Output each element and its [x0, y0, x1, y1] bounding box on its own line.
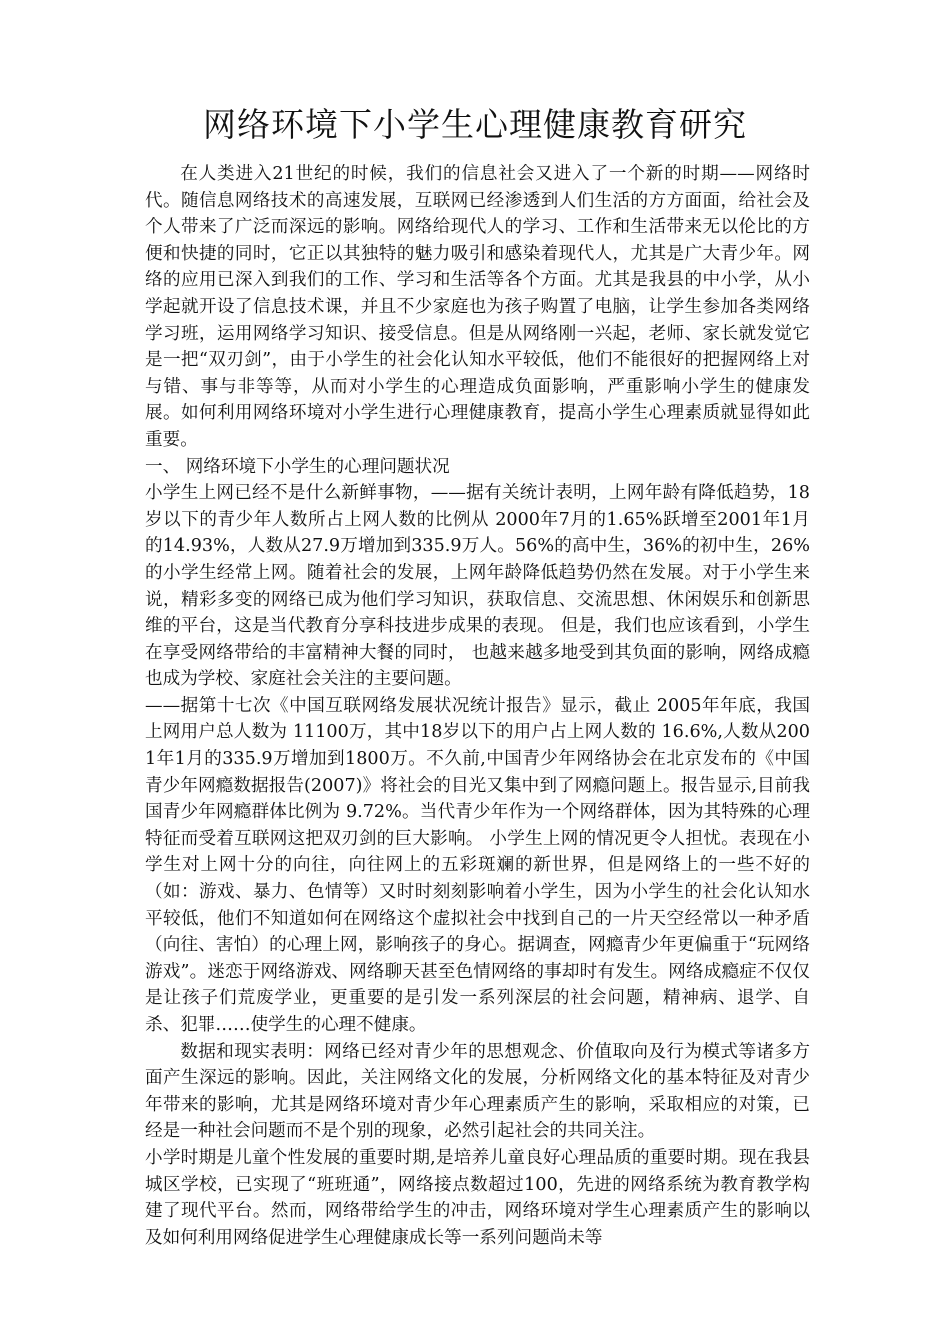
paragraph-statistics: 小学生上网已经不是什么新鲜事物，——据有关统计表明，上网年龄有降低趋势，18岁以下的青少年人数所占上网人数的比例从 2000年7月的1.65%跃增至2001年1月的14.93%，人数从27.9万增加到335.9万人。56%的高中生，36%的初中生，26%的小学生经常上网。随着社会的发展，上网年龄降低趋势仍然在发展。对于小学生来说，精彩多变的网络已成为他们学习知识，获取信息、交流思想、休闲娱乐和创新思维的平台，这是当代教育分享科技进步成果的表现。 但是，我们也应该看到，小学生在享受网络带给的丰富精神大餐的同时， 也越来越多地受到其负面的影响，网络成瘾也成为学校、家庭社会关注的主要问题。: [145, 483, 810, 690]
paragraph-data-reality: 数据和现实表明：网络已经对青少年的思想观念、价值取向及行为模式等诸多方面产生深远的影响。因此，关注网络文化的发展，分析网络文化的基本特征及对青少年带来的影响，尤其是网络环境对青少年心理素质产生的影响，采取相应的对策，已经是一种社会问题而不是个别的现象，必然引起社会的共同关注。: [145, 1041, 810, 1142]
paragraph-report: ——据第十七次《中国互联网络发展状况统计报告》显示，截止 2005年年底，我国上网用户总人数为 11100万，其中18岁以下的用户占上网人数的 16.6%,人数从2001年1月的335.9万增加到1800万。不久前,中国青少年网络协会在北京发布的《中国青少年网瘾数据报告(2007)》将社会的目光又集中到了网瘾问题上。报告显示,目前我国青少年网瘾群体比例为 9.72%。当代青少年作为一个网络群体，因为其特殊的心理特征而受着互联网这把双刃剑的巨大影响。 小学生上网的情况更令人担忧。表现在小学生对上网十分的向往，向往网上的五彩斑斓的新世界，但是网络上的一些不好的（如：游戏、暴力、色情等）又时时刻刻影响着小学生，因为小学生的社会化认知水平较低，他们不知道如何在网络这个虚拟社会中找到自己的一片天空经常以一种矛盾（向往、害怕）的心理上网，影响孩子的身心。据调查，网瘾青少年更偏重于“玩网络游戏”。迷恋于网络游戏、网络聊天甚至色情网络的事却时有发生。网络成瘾症不仅仅是让孩子们荒废学业，更重要的是引发一系列深层的社会问题，精神病、退学、自杀、犯罪……使学生的心理不健康。: [145, 695, 810, 1035]
section-heading-1: 一、 网络环境下小学生的心理问题状况: [145, 456, 450, 477]
paragraph-intro: 在人类进入21世纪的时候，我们的信息社会又进入了一个新的时期——网络时代。随信息网络技术的高速发展，互联网已经渗透到人们生活的方方面面，给社会及个人带来了广泛而深远的影响。网络给现代人的学习、工作和生活带来无以伦比的方便和快捷的同时，它正以其独特的魅力吸引和感染着现代人，尤其是广大青少年。网络的应用已深入到我们的工作、学习和生活等各个方面。尤其是我县的中小学，从小学起就开设了信息技术课，并且不少家庭也为孩子购置了电脑，让学生参加各类网络学习班，运用网络学习知识、接受信息。但是从网络刚一兴起，老师、家长就发觉它是一把“双刃剑”，由于小学生的社会化认知水平较低，他们不能很好的把握网络上对与错、事与非等等，从而对小学生的心理造成负面影响，严重影响小学生的健康发展。如何利用网络环境对小学生进行心理健康教育，提高小学生心理素质就显得如此重要。: [145, 164, 810, 450]
document-title: 网络环境下小学生心理健康教育研究: [203, 105, 747, 144]
document-body: [145, 161, 810, 1251]
paragraph-primary-school: 小学时期是儿童个性发展的重要时期,是培养儿童良好心理品质的重要时期。现在我县城区学校，已实现了“班班通”，网络接点数超过100，先进的网络系统为教育教学构建了现代平台。然而，网络带给学生的冲击，网络环境对学生心理素质产生的影响以及如何利用网络促进学生心理健康成长等一系列问题尚未等: [145, 1147, 810, 1248]
